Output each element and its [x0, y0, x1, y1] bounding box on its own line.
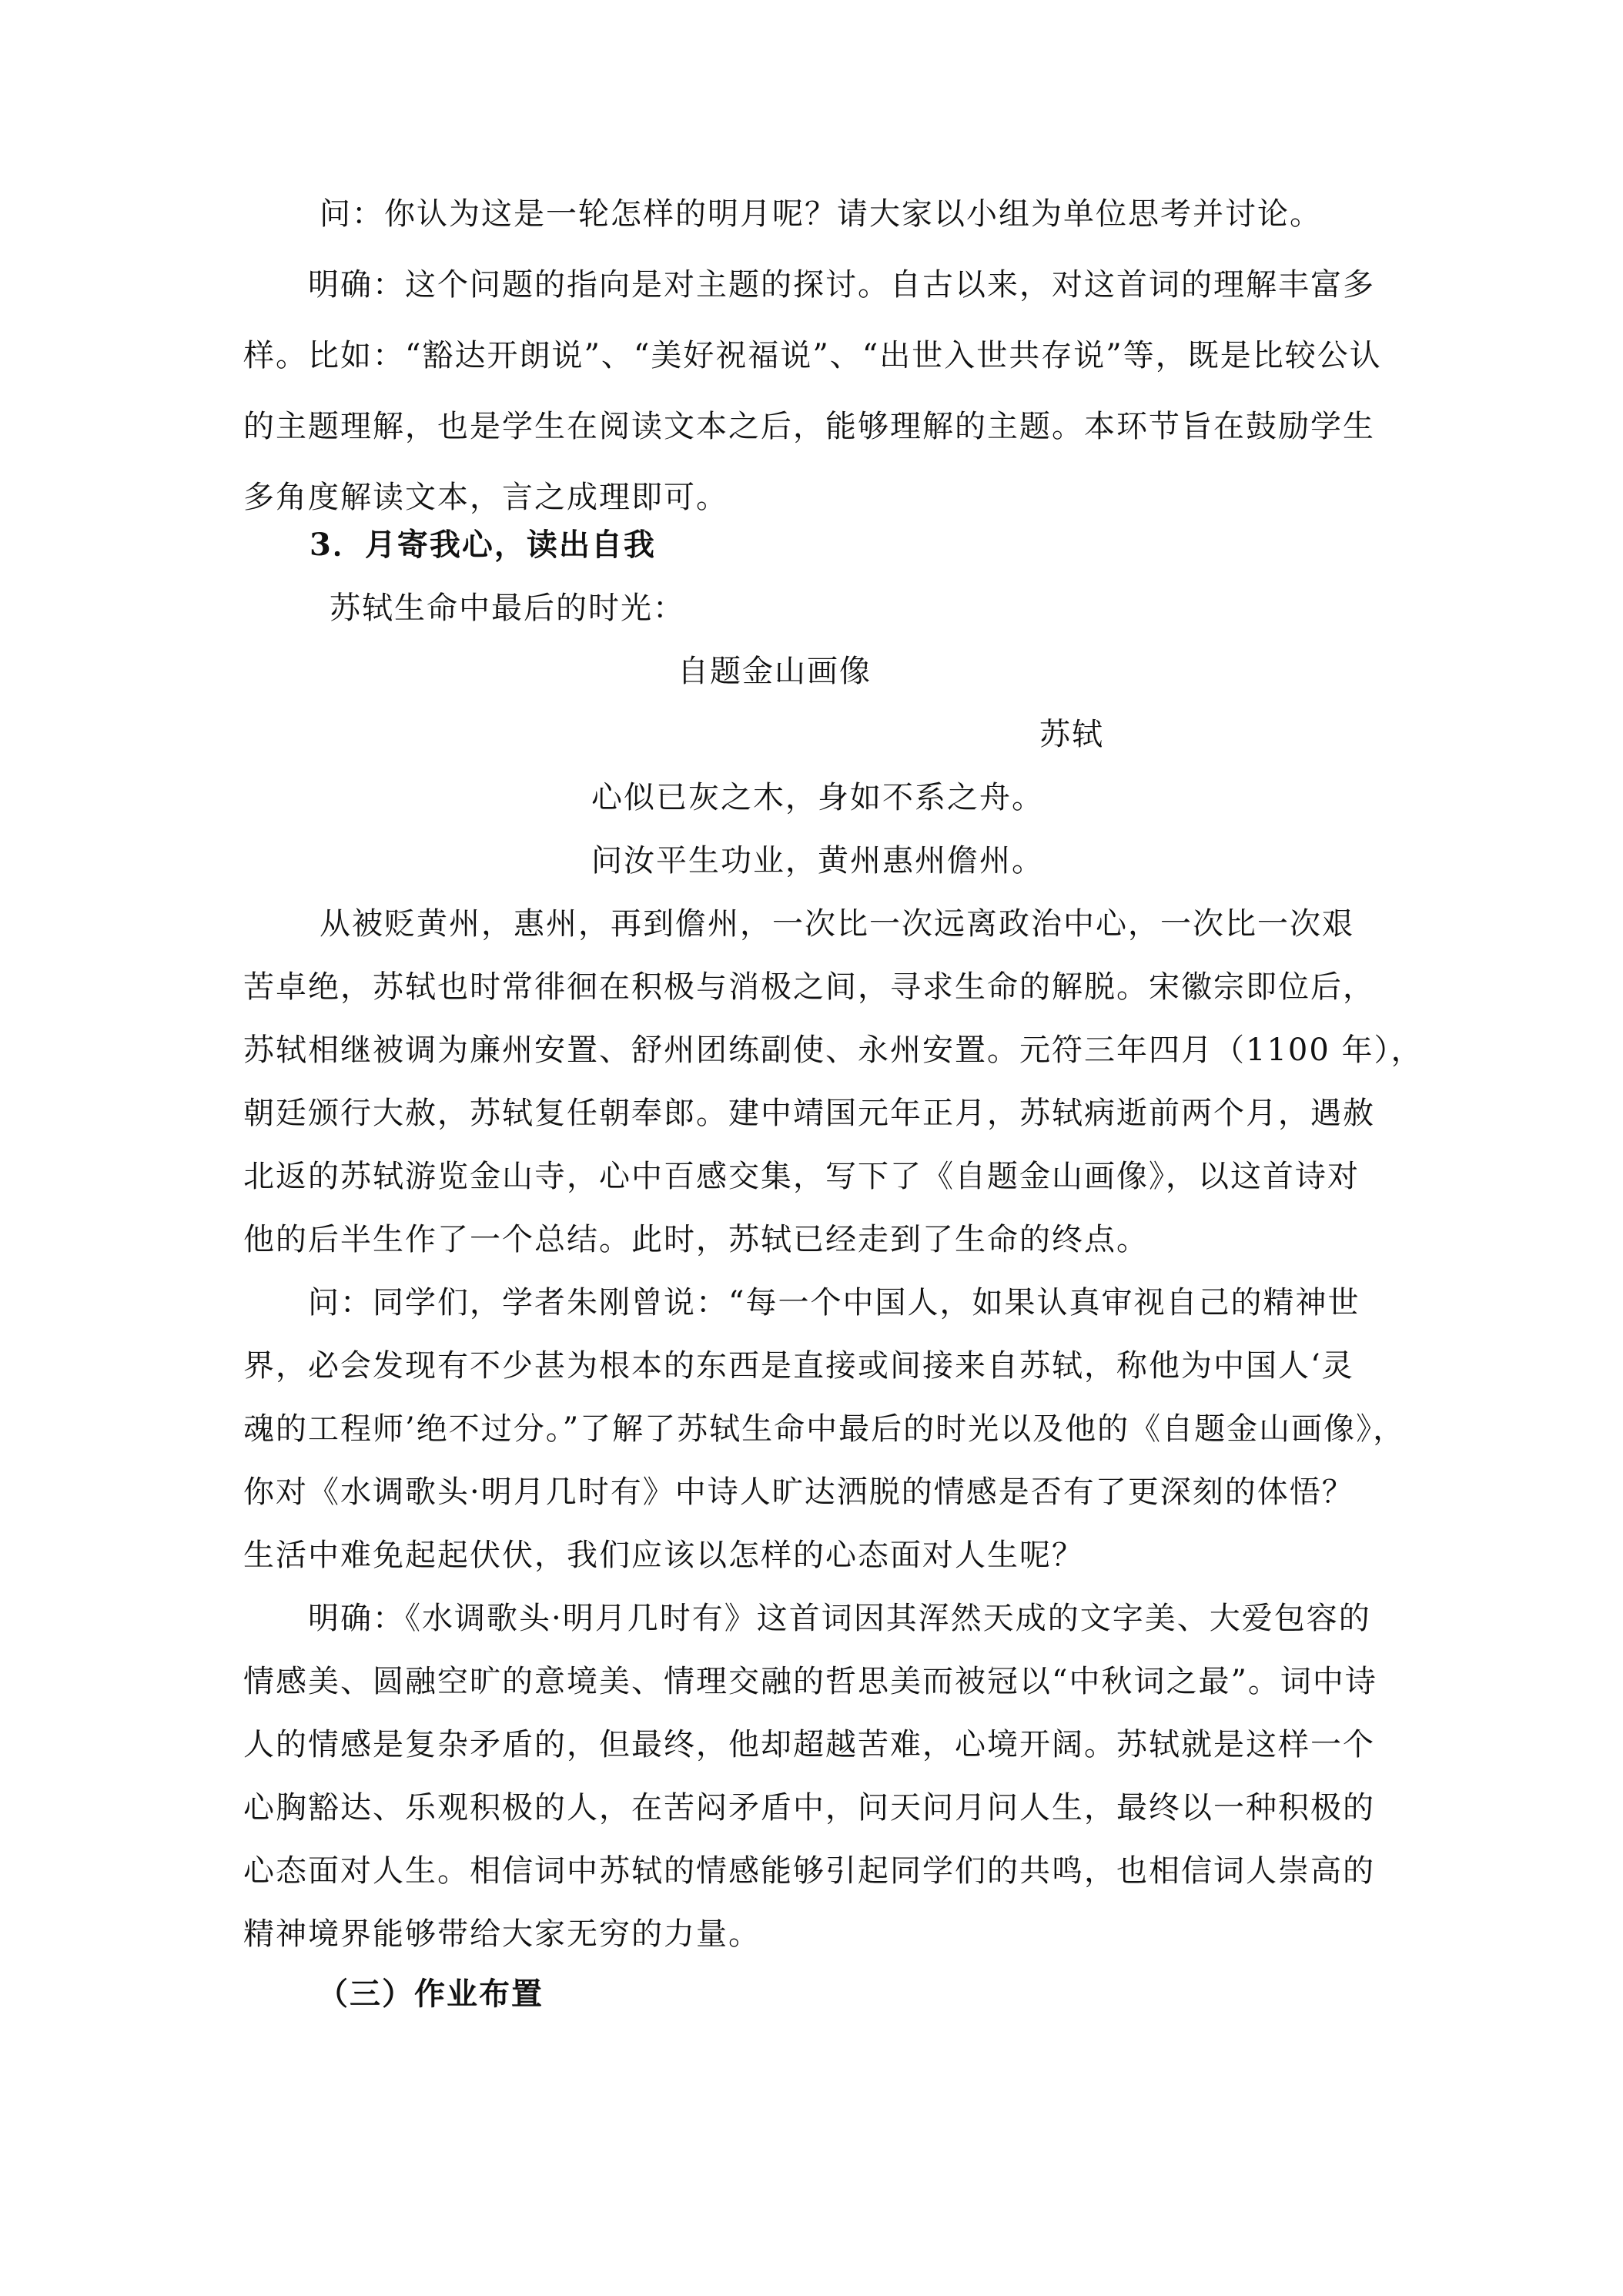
paragraph-line-4: 朝廷颁行大赦，苏轼复任朝奉郎。建中靖国元年正月，苏轼病逝前两个月，遇赦	[243, 1096, 1375, 1131]
question-2-line-5: 生活中难免起起伏伏，我们应该以怎样的心态面对人生呢？	[243, 1538, 1084, 1573]
answer-2-line-1: 明确：《水调歌头·明月几时有》这首词因其浑然天成的文字美、大爱包容的	[308, 1601, 1371, 1636]
paragraph-line-5: 北返的苏轼游览金山寺，心中百感交集，写下了《自题金山画像》，以这首诗对	[243, 1159, 1360, 1194]
answer-2-line-4: 心胸豁达、乐观积极的人，在苦闷矛盾中，问天问月问人生，最终以一种积极的	[243, 1790, 1375, 1826]
paragraph-line-3: 苏轼相继被调为廉州安置、舒州团练副使、永州安置。元符三年四月（1100 年），	[243, 1033, 1424, 1068]
paragraph-line-2: 苦卓绝，苏轼也时常徘徊在积极与消极之间，寻求生命的解脱。宋徽宗即位后，	[243, 969, 1375, 1005]
answer-2-line-2: 情感美、圆融空旷的意境美、情理交融的哲思美而被冠以“中秋词之最”。词中诗	[243, 1664, 1377, 1699]
question-2-line-3: 魂的工程师’绝不过分。”了解了苏轼生命中最后的时光以及他的《自题金山画像》，	[243, 1411, 1406, 1447]
question-2-line-4: 你对《水调歌头·明月几时有》中诗人旷达洒脱的情感是否有了更深刻的体悟？	[243, 1474, 1354, 1510]
answer-2-line-5: 心态面对人生。相信词中苏轼的情感能够引起同学们的共鸣，也相信词人崇高的	[243, 1853, 1375, 1889]
question-2-line-2: 界，必会发现有不少甚为根本的东西是直接或间接来自苏轼，称他为中国人‘灵	[243, 1348, 1354, 1384]
poem-author: 苏轼	[1039, 717, 1104, 752]
answer-1-line-2: 样。比如：“豁达开朗说”、“美好祝福说”、“出世入世共存说”等，既是比较公认	[243, 338, 1382, 373]
section-heading-3: 3．月寄我心，读出自我	[310, 527, 656, 563]
poem-title: 自题金山画像	[678, 654, 872, 689]
question-1: 问：你认为这是一轮怎样的明月呢？请大家以小组为单位思考并讨论。	[320, 196, 1322, 232]
answer-1-line-3: 的主题理解，也是学生在阅读文本之后，能够理解的主题。本环节旨在鼓励学生	[243, 409, 1375, 444]
paragraph-line-6: 他的后半生作了一个总结。此时，苏轼已经走到了生命的终点。	[243, 1222, 1149, 1257]
section-heading-homework: （三）作业布置	[317, 1976, 544, 2012]
answer-1-line-1: 明确：这个问题的指向是对主题的探讨。自古以来，对这首词的理解丰富多	[308, 267, 1375, 303]
answer-2-line-3: 人的情感是复杂矛盾的，但最终，他却超越苦难，心境开阔。苏轼就是这样一个	[243, 1727, 1375, 1762]
answer-2-line-6: 精神境界能够带给大家无穷的力量。	[243, 1916, 761, 1952]
answer-1-line-4: 多角度解读文本，言之成理即可。	[243, 480, 728, 515]
paragraph-line-1: 从被贬黄州，惠州，再到儋州，一次比一次远离政治中心，一次比一次艰	[320, 906, 1354, 942]
poem-line-1: 心似已灰之木，身如不系之舟。	[591, 780, 1044, 815]
poem-line-2: 问汝平生功业，黄州惠州儋州。	[591, 843, 1044, 879]
question-2-line-1: 问：同学们，学者朱刚曾说：“每一个中国人，如果认真审视自己的精神世	[308, 1285, 1360, 1320]
intro-line: 苏轼生命中最后的时光：	[330, 591, 685, 626]
